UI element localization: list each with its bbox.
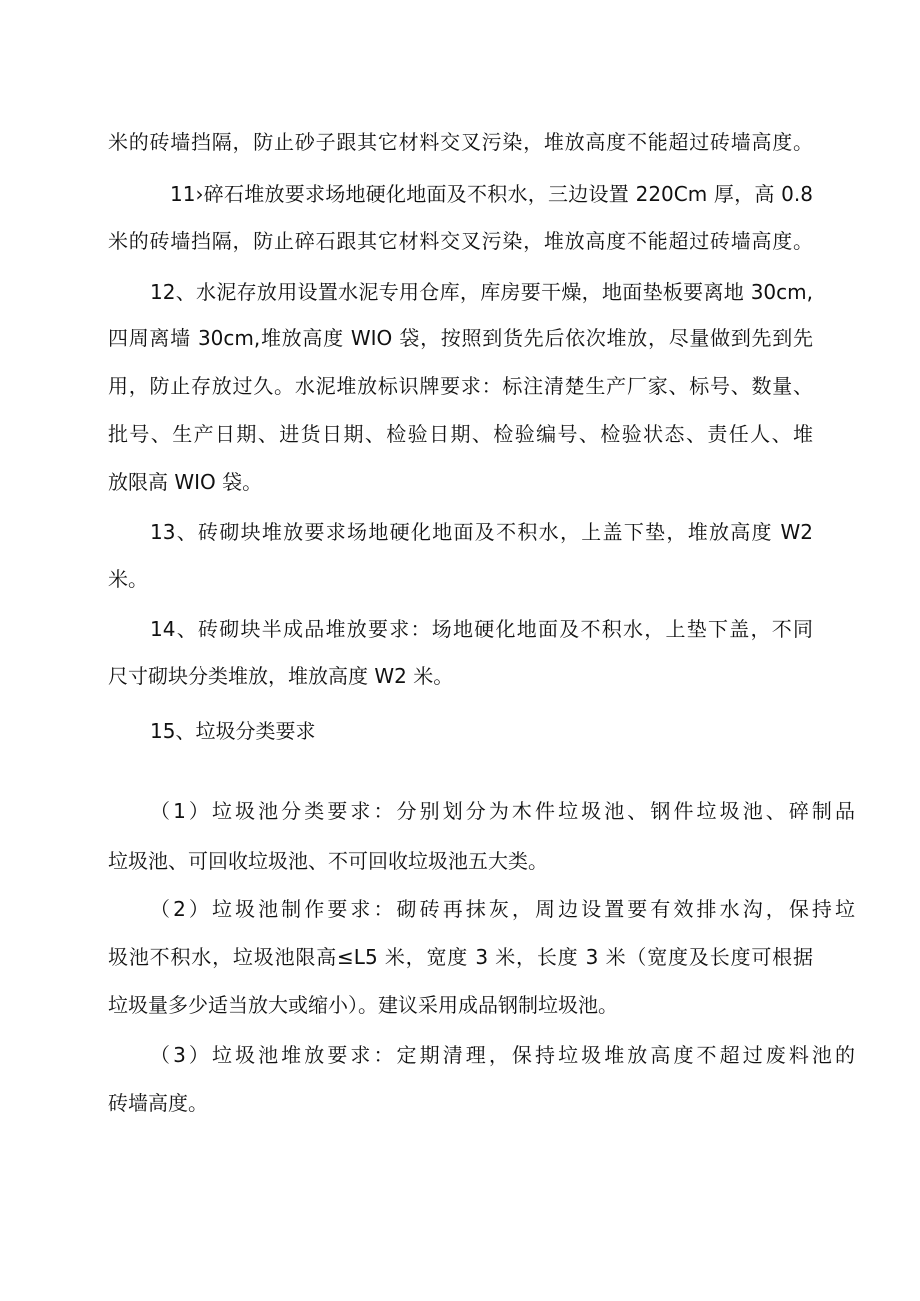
paragraph-10-line-1: 米的砖墙挡隔，防止砂子跟其它材料交叉污染，堆放高度不能超过砖墙高度。 xyxy=(108,130,813,154)
item-15-2-line-2: 圾池不积水，垃圾池限高≤L5 米，宽度 3 米，长度 3 米（宽度及长度可根据 xyxy=(108,945,813,969)
paragraph-14-line-2: 尺寸砌块分类堆放，堆放高度 W2 米。 xyxy=(108,664,454,688)
item-15-1-line-2: 垃圾池、可回收垃圾池、不可回收垃圾池五大类。 xyxy=(108,849,548,873)
paragraph-13-line-2: 米。 xyxy=(108,567,148,591)
item-15-3-line-1: （3）垃圾池堆放要求：定期清理，保持垃圾堆放高度不超过废料池的 xyxy=(150,1043,855,1067)
paragraph-12-line-3: 用，防止存放过久。水泥堆放标识牌要求：标注清楚生产厂家、标号、数量、 xyxy=(108,374,813,398)
item-15-2-line-1: （2）垃圾池制作要求：砌砖再抹灰，周边设置要有效排水沟，保持垃 xyxy=(150,897,855,921)
item-15-2-line-3: 垃圾量多少适当放大或缩小）。建议采用成品钢制垃圾池。 xyxy=(108,993,618,1017)
paragraph-14-line-1: 14、砖砌块半成品堆放要求：场地硬化地面及不积水，上垫下盖，不同 xyxy=(150,617,813,641)
paragraph-12-line-2: 四周离墙 30cm,堆放高度 WIO 袋，按照到货先后依次堆放，尽量做到先到先 xyxy=(108,326,813,350)
paragraph-11-line-1: 11›碎石堆放要求场地硬化地面及不积水，三边设置 220Cm 厚，高 0.8 xyxy=(170,182,813,206)
paragraph-12-line-4: 批号、生产日期、进货日期、检验日期、检验编号、检验状态、责任人、堆 xyxy=(108,422,813,446)
paragraph-12-line-5: 放限高 WIO 袋。 xyxy=(108,470,263,494)
paragraph-12-line-1: 12、水泥存放用设置水泥专用仓库，库房要干燥，地面垫板要离地 30cm, xyxy=(150,280,813,304)
section-15-heading: 15、垃圾分类要求 xyxy=(150,719,316,743)
paragraph-13-line-1: 13、砖砌块堆放要求场地硬化地面及不积水，上盖下垫，堆放高度 W2 xyxy=(150,520,813,544)
item-15-1-line-1: （1）垃圾池分类要求：分别划分为木件垃圾池、钢件垃圾池、碎制品 xyxy=(150,799,855,823)
paragraph-11-line-2: 米的砖墙挡隔，防止碎石跟其它材料交叉污染，堆放高度不能超过砖墙高度。 xyxy=(108,229,813,253)
item-15-3-line-2: 砖墙高度。 xyxy=(108,1091,208,1115)
